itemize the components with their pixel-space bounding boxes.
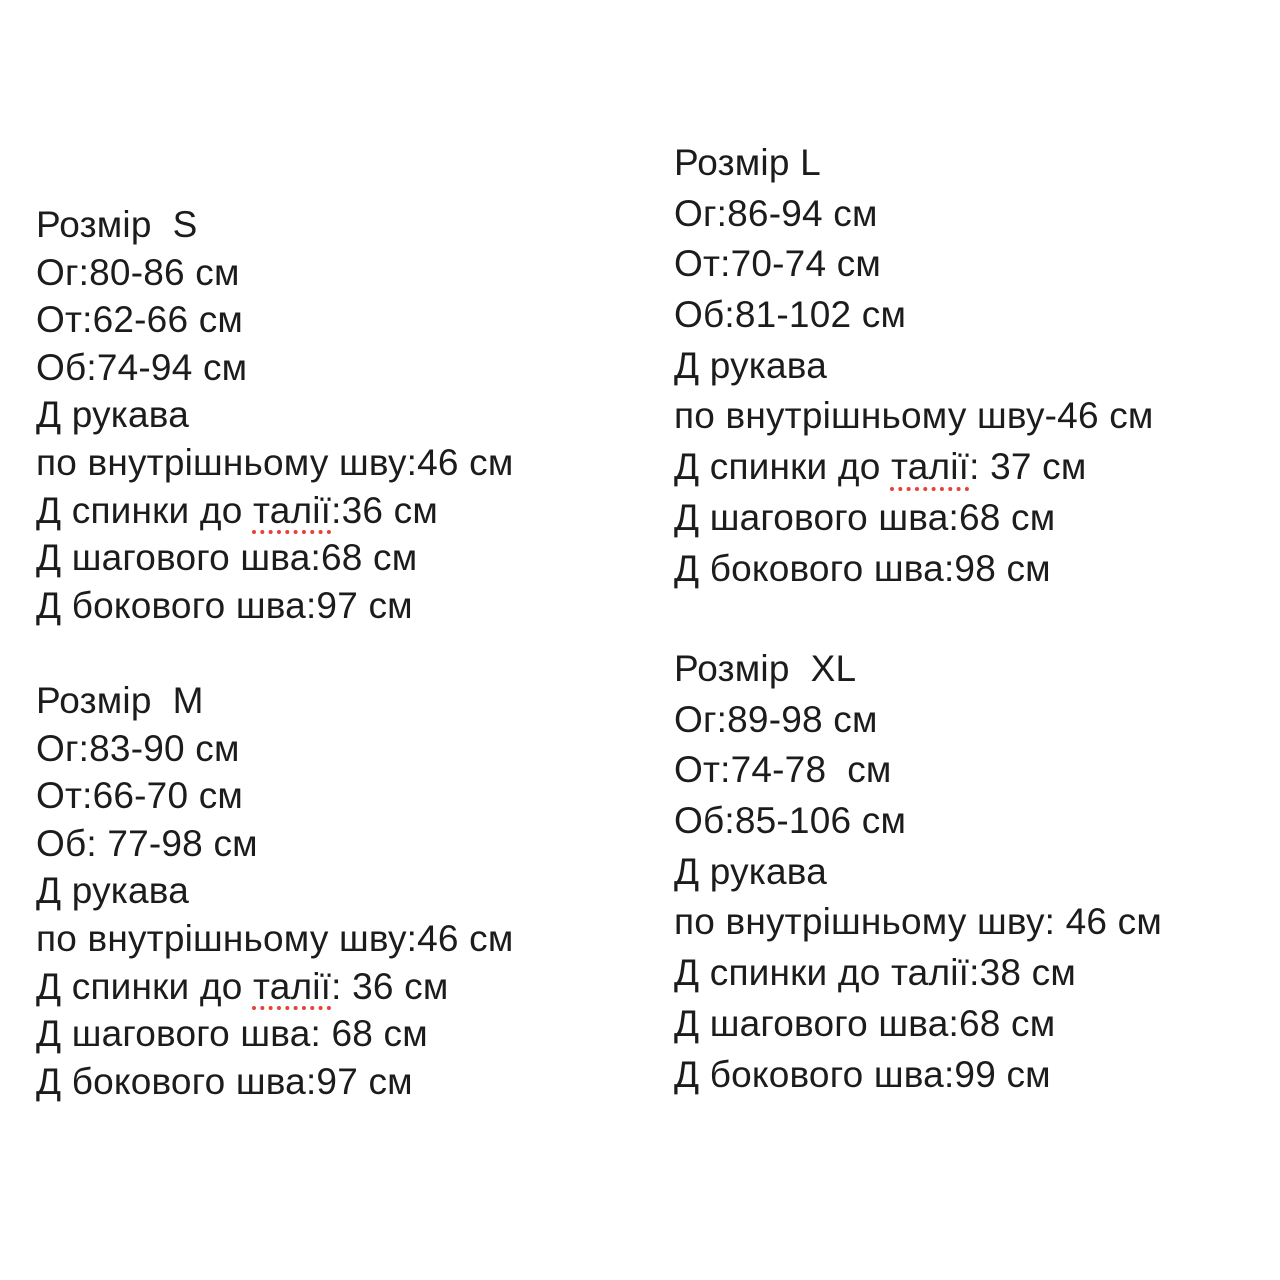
hip-girth: Об:81-102 см bbox=[674, 294, 907, 336]
side-seam-length: Д бокового шва:99 см bbox=[674, 1053, 1051, 1095]
size-title: Розмір M bbox=[36, 680, 204, 721]
back-to-waist: Д спинки до талії: 36 см bbox=[36, 965, 449, 1007]
side-seam-length: Д бокового шва:97 см bbox=[36, 1060, 413, 1102]
chest-girth: Ог:89-98 см bbox=[674, 698, 878, 740]
chest-girth: Ог:86-94 см bbox=[674, 192, 878, 234]
side-seam-length: Д бокового шва:98 см bbox=[674, 547, 1051, 589]
hip-girth: Об:85-106 см bbox=[674, 800, 907, 842]
size-title: Розмір L bbox=[674, 142, 821, 183]
spellcheck-word: талії bbox=[252, 489, 332, 531]
size-title: Розмір S bbox=[36, 204, 198, 245]
back-to-waist: Д спинки до талії:36 см bbox=[36, 489, 439, 531]
spellcheck-word: талії bbox=[890, 446, 970, 488]
hip-girth: Об: 77-98 см bbox=[36, 822, 258, 864]
sleeve-length-label: Д рукава bbox=[674, 850, 827, 892]
size-block-l bbox=[674, 138, 1154, 594]
sleeve-inner-seam: по внутрішньому шву-46 см bbox=[674, 395, 1154, 437]
inseam-length: Д шагового шва:68 см bbox=[36, 537, 418, 579]
chest-girth: Ог:83-90 см bbox=[36, 727, 240, 769]
back-to-waist: Д спинки до талії:38 см bbox=[674, 952, 1077, 994]
inseam-length: Д шагового шва: 68 см bbox=[36, 1013, 428, 1055]
sleeve-length-label: Д рукава bbox=[36, 394, 189, 436]
waist-girth: От:70-74 см bbox=[674, 243, 882, 285]
sleeve-length-label: Д рукава bbox=[674, 344, 827, 386]
size-block-s bbox=[36, 201, 514, 629]
size-title: Розмір XL bbox=[674, 648, 857, 689]
side-seam-length: Д бокового шва:97 см bbox=[36, 584, 413, 626]
chest-girth: Ог:80-86 см bbox=[36, 251, 240, 293]
back-to-waist: Д спинки до талії: 37 см bbox=[674, 446, 1087, 488]
spellcheck-word: талії bbox=[252, 965, 332, 1007]
waist-girth: От:62-66 см bbox=[36, 299, 244, 341]
size-block-xl bbox=[674, 644, 1162, 1100]
inseam-length: Д шагового шва:68 см bbox=[674, 1002, 1056, 1044]
inseam-length: Д шагового шва:68 см bbox=[674, 496, 1056, 538]
waist-girth: От:66-70 см bbox=[36, 775, 244, 817]
hip-girth: Об:74-94 см bbox=[36, 346, 248, 388]
sleeve-inner-seam: по внутрішньому шву: 46 см bbox=[674, 901, 1162, 943]
size-block-m bbox=[36, 677, 514, 1105]
waist-girth: От:74-78 см bbox=[674, 749, 892, 791]
sleeve-inner-seam: по внутрішньому шву:46 см bbox=[36, 441, 514, 483]
sleeve-inner-seam: по внутрішньому шву:46 см bbox=[36, 917, 514, 959]
sleeve-length-label: Д рукава bbox=[36, 870, 189, 912]
